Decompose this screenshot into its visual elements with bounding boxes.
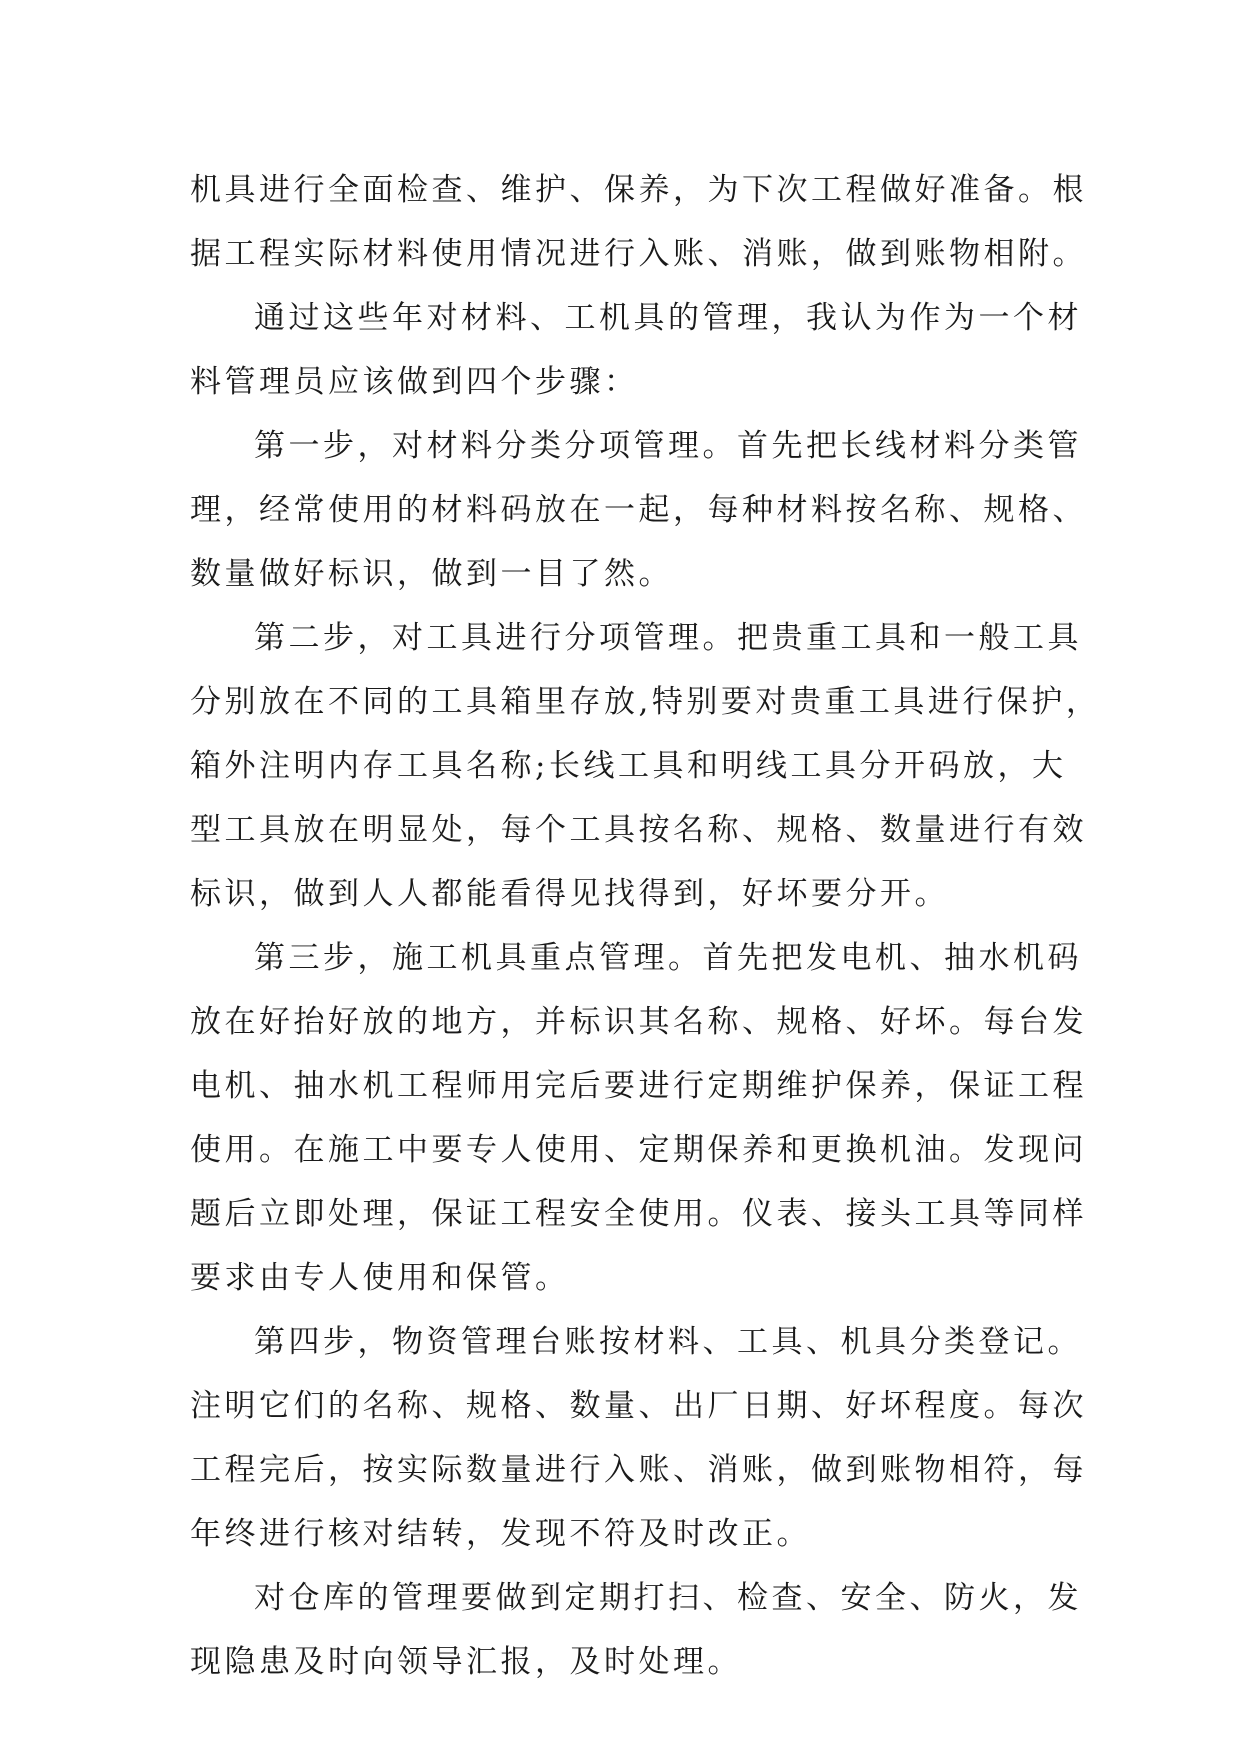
text-line: 工程完后，按实际数量进行入账、消账，做到账物相符，每 xyxy=(190,1452,1087,1488)
paragraph-step-4 xyxy=(190,1310,1087,1566)
text-line: 箱外注明内存工具名称;长线工具和明线工具分开码放，大 xyxy=(190,748,1067,784)
text-line: 理，经常使用的材料码放在一起，每种材料按名称、规格、 xyxy=(190,492,1087,528)
text-line: 通过这些年对材料、工机具的管理，我认为作为一个材 xyxy=(254,300,1082,336)
paragraph-warehouse xyxy=(190,1566,1082,1694)
text-line: 题后立即处理，保证工程安全使用。仪表、接头工具等同样 xyxy=(190,1196,1087,1232)
paragraph-step-3 xyxy=(190,926,1087,1310)
text-line: 电机、抽水机工程师用完后要进行定期维护保养，保证工程 xyxy=(190,1068,1087,1104)
text-line: 对仓库的管理要做到定期打扫、检查、安全、防火，发 xyxy=(254,1580,1082,1616)
text-line: 机具进行全面检查、维护、保养，为下次工程做好准备。根 xyxy=(190,172,1087,208)
text-line: 要求由专人使用和保管。 xyxy=(190,1260,570,1296)
document-body xyxy=(190,158,1101,1694)
text-line: 数量做好标识，做到一目了然。 xyxy=(190,556,673,592)
text-line: 第一步，对材料分类分项管理。首先把长线材料分类管 xyxy=(254,428,1082,464)
text-line: 料管理员应该做到四个步骤： xyxy=(190,364,639,400)
text-line: 放在好抬好放的地方，并标识其名称、规格、好坏。每台发 xyxy=(190,1004,1087,1040)
text-line: 第四步，物资管理台账按材料、工具、机具分类登记。 xyxy=(254,1324,1082,1360)
paragraph-step-2 xyxy=(190,606,1101,926)
text-line: 注明它们的名称、规格、数量、出厂日期、好坏程度。每次 xyxy=(190,1388,1087,1424)
text-line: 分别放在不同的工具箱里存放,特别要对贵重工具进行保护， xyxy=(190,684,1101,720)
paragraph-2 xyxy=(190,286,1082,414)
text-line: 据工程实际材料使用情况进行入账、消账，做到账物相附。 xyxy=(190,236,1087,272)
text-line: 年终进行核对结转，发现不符及时改正。 xyxy=(190,1516,811,1552)
text-line: 使用。在施工中要专人使用、定期保养和更换机油。发现问 xyxy=(190,1132,1087,1168)
text-line: 现隐患及时向领导汇报，及时处理。 xyxy=(190,1644,742,1680)
text-line: 第二步，对工具进行分项管理。把贵重工具和一般工具 xyxy=(254,620,1082,656)
text-line: 第三步，施工机具重点管理。首先把发电机、抽水机码 xyxy=(254,940,1082,976)
paragraph-step-1 xyxy=(190,414,1087,606)
text-line: 型工具放在明显处，每个工具按名称、规格、数量进行有效 xyxy=(190,812,1087,848)
paragraph-1 xyxy=(190,158,1087,286)
text-line: 标识，做到人人都能看得见找得到，好坏要分开。 xyxy=(190,876,949,912)
